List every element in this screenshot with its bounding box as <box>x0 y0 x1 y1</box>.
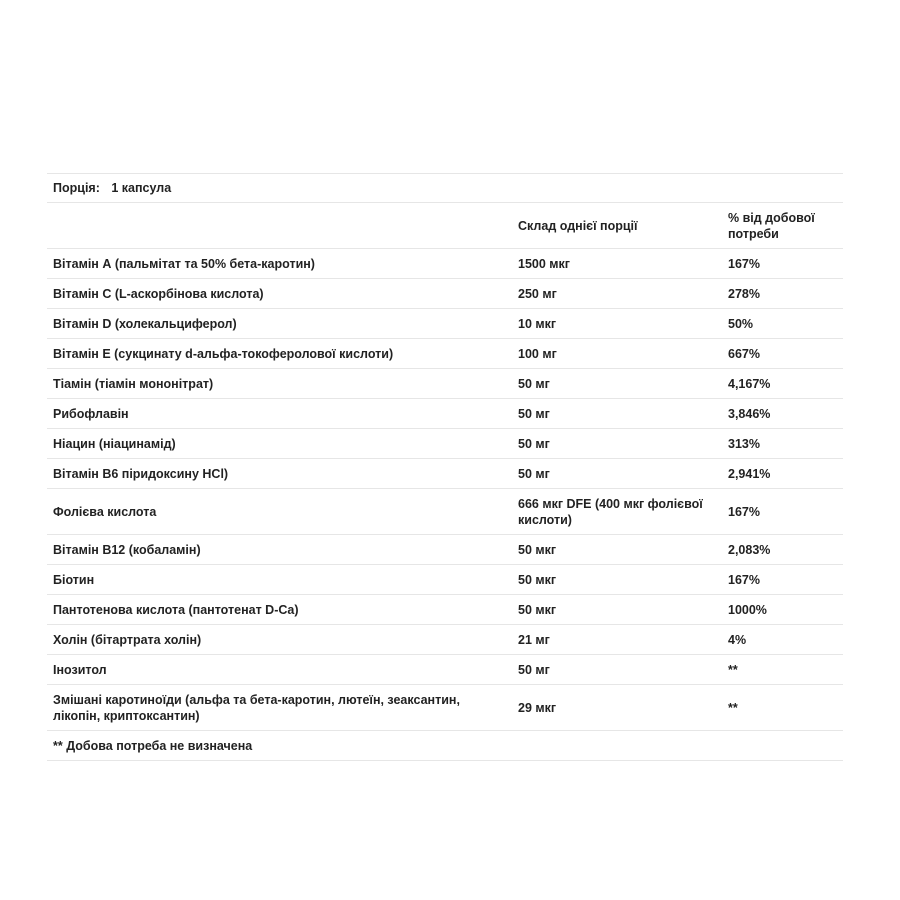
table-row <box>47 685 843 731</box>
nutrient-name: Пантотенова кислота (пантотенат D-Ca) <box>47 595 512 625</box>
table-row <box>47 565 843 595</box>
nutrient-amount: 10 мкг <box>512 309 722 339</box>
nutrient-amount: 50 мг <box>512 369 722 399</box>
table-row <box>47 535 843 565</box>
table-row <box>47 459 843 489</box>
serving-size-value: 1 капсула <box>111 181 172 195</box>
table-row <box>47 625 843 655</box>
nutrient-name: Вітамін В12 (кобаламін) <box>47 535 512 565</box>
header-daily-value: % від добової потреби <box>722 203 843 249</box>
nutrient-name: Змішані каротиноїди (альфа та бета-каротин, лютеїн, зеаксантин, лікопін, криптоксантин) <box>47 685 512 731</box>
table-row <box>47 429 843 459</box>
nutrient-name: Ніацин (ніацинамід) <box>47 429 512 459</box>
header-nutrient <box>47 203 512 249</box>
table-row <box>47 309 843 339</box>
nutrient-daily-value: 278% <box>722 279 843 309</box>
nutrient-amount: 1500 мкг <box>512 249 722 279</box>
nutrient-daily-value: 4,167% <box>722 369 843 399</box>
nutrient-name: Біотин <box>47 565 512 595</box>
nutrient-daily-value: ** <box>722 655 843 685</box>
nutrient-amount: 29 мкг <box>512 685 722 731</box>
table-row <box>47 279 843 309</box>
nutrient-name: Вітамін А (пальмітат та 50% бета-каротин) <box>47 249 512 279</box>
nutrient-name: Вітамін D (холекальциферол) <box>47 309 512 339</box>
table-row <box>47 369 843 399</box>
table-row <box>47 339 843 369</box>
serving-size-label: Порція: <box>53 181 100 195</box>
nutrient-daily-value: 1000% <box>722 595 843 625</box>
nutrient-daily-value: 167% <box>722 249 843 279</box>
nutrient-amount: 50 мкг <box>512 565 722 595</box>
header-amount: Склад однієї порції <box>512 203 722 249</box>
nutrient-name: Вітамін Е (сукцинату d-альфа-токоферолової кислоти) <box>47 339 512 369</box>
serving-size-row <box>47 174 843 203</box>
nutrient-daily-value: 2,941% <box>722 459 843 489</box>
supplement-facts-panel <box>47 173 843 761</box>
nutrient-daily-value: ** <box>722 685 843 731</box>
nutrient-amount: 50 мкг <box>512 595 722 625</box>
nutrient-name: Рибофлавін <box>47 399 512 429</box>
nutrient-name: Фолієва кислота <box>47 489 512 535</box>
nutrient-amount: 50 мг <box>512 655 722 685</box>
table-row <box>47 595 843 625</box>
nutrient-daily-value: 667% <box>722 339 843 369</box>
nutrient-daily-value: 50% <box>722 309 843 339</box>
nutrient-name: Тіамін (тіамін мононітрат) <box>47 369 512 399</box>
nutrient-daily-value: 167% <box>722 565 843 595</box>
nutrient-amount: 21 мг <box>512 625 722 655</box>
nutrient-amount: 50 мг <box>512 429 722 459</box>
nutrient-amount: 50 мкг <box>512 535 722 565</box>
nutrient-daily-value: 167% <box>722 489 843 535</box>
nutrient-name: Холін (бітартрата холін) <box>47 625 512 655</box>
serving-size-cell <box>47 174 843 203</box>
nutrient-amount: 666 мкг DFE (400 мкг фолієвої кислоти) <box>512 489 722 535</box>
table-header-row <box>47 203 843 249</box>
nutrient-amount: 250 мг <box>512 279 722 309</box>
footnote-row <box>47 731 843 761</box>
nutrient-name: Вітамін С (L-аскорбінова кислота) <box>47 279 512 309</box>
nutrient-name: Вітамін В6 піридоксину HCl) <box>47 459 512 489</box>
nutrient-daily-value: 2,083% <box>722 535 843 565</box>
nutrient-daily-value: 4% <box>722 625 843 655</box>
nutrient-name: Інозитол <box>47 655 512 685</box>
supplement-facts-table <box>47 173 843 761</box>
table-row <box>47 655 843 685</box>
nutrient-amount: 100 мг <box>512 339 722 369</box>
footnote-text: ** Добова потреба не визначена <box>47 731 843 761</box>
nutrient-amount: 50 мг <box>512 399 722 429</box>
nutrient-daily-value: 313% <box>722 429 843 459</box>
table-row <box>47 399 843 429</box>
nutrient-daily-value: 3,846% <box>722 399 843 429</box>
nutrient-amount: 50 мг <box>512 459 722 489</box>
table-row <box>47 489 843 535</box>
table-row <box>47 249 843 279</box>
